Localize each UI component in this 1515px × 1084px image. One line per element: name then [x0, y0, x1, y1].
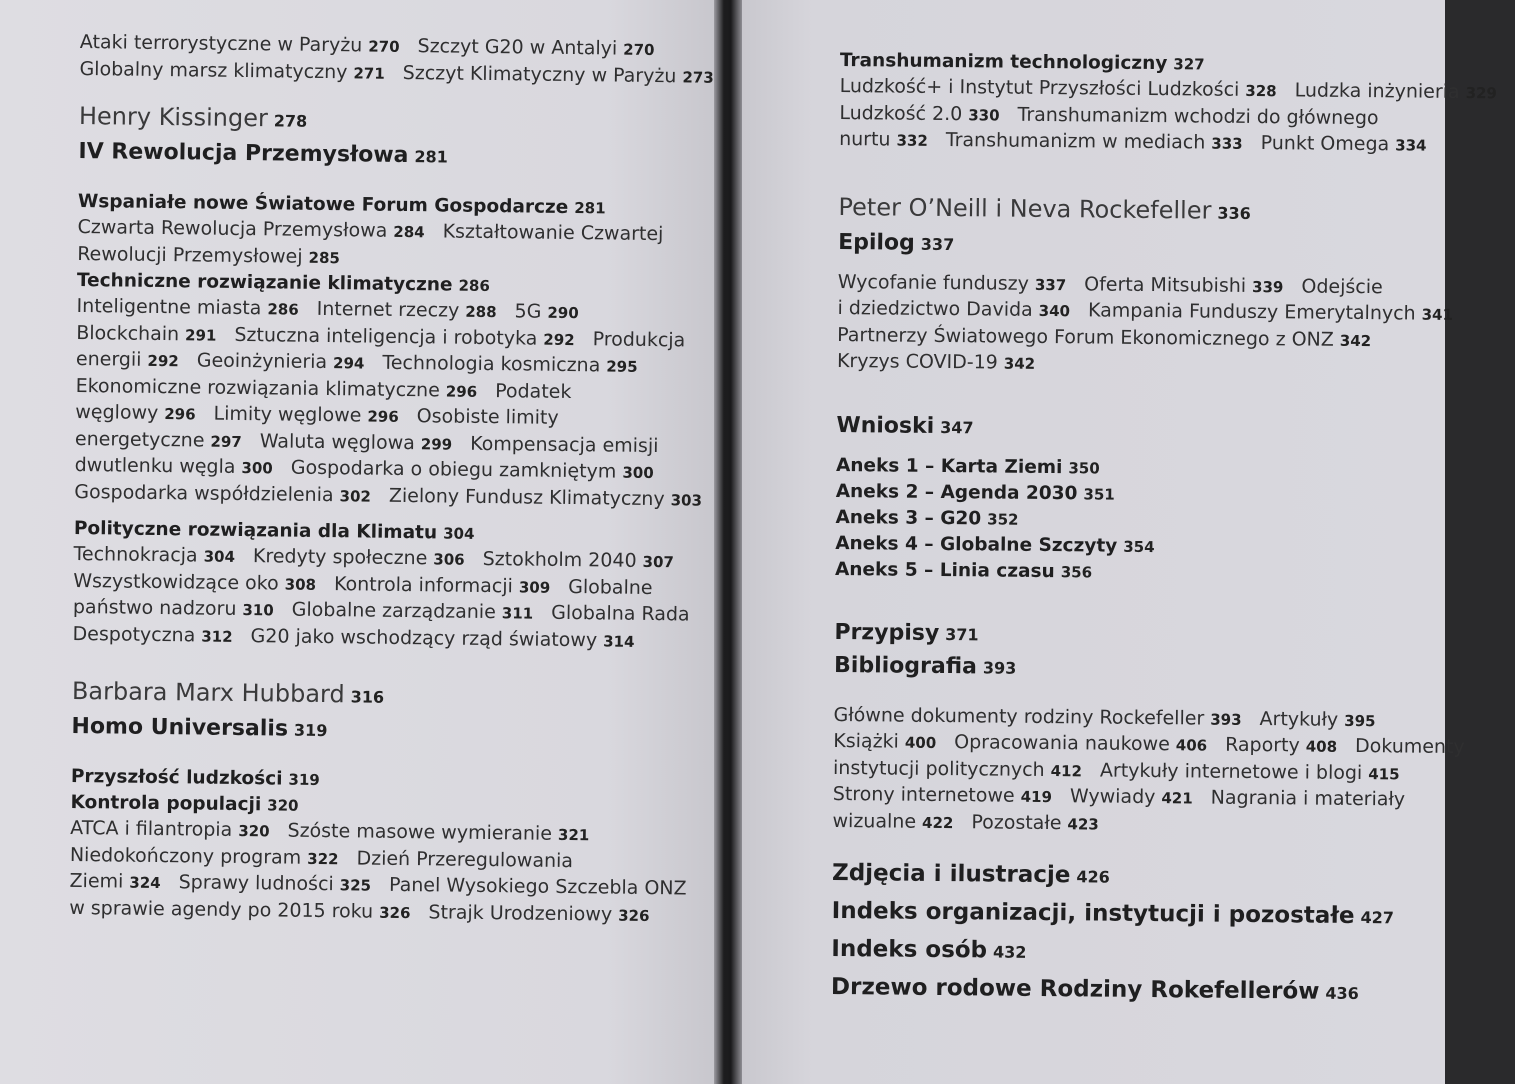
- toc-entry: [839, 128, 928, 151]
- toc-entry-title: Gospodarka o obiegu zamkniętym: [290, 456, 617, 483]
- toc-entry-page: 334: [1395, 136, 1427, 155]
- toc-entry: [514, 300, 578, 323]
- toc-entry-page: 312: [201, 627, 233, 646]
- toc-entry: [69, 870, 160, 893]
- trans-lines: [839, 74, 1498, 159]
- toc-entry-page: 296: [164, 405, 196, 424]
- toc-entry-page: 270: [368, 37, 400, 56]
- toc-entry-title: Sztokholm 2040: [482, 547, 637, 572]
- toc-entry-page: 288: [465, 302, 497, 322]
- toc-entry-title: Partnerzy Światowego Forum Ekonomicznego z ONZ: [837, 323, 1334, 351]
- toc-entry-title: Dokumenty: [1354, 734, 1465, 759]
- toc-entry-page: 294: [333, 354, 365, 373]
- toc-entry: [69, 896, 410, 922]
- annex-item: Aneks 2 – Agenda 2030 351: [835, 480, 1115, 504]
- toc-entry-title: Szóste masowe wymieranie: [287, 819, 553, 845]
- toc-entry: [946, 129, 1243, 154]
- heading-zdjecia: Zdjęcia i ilustracje 426: [831, 859, 1110, 889]
- toc-entry: [77, 216, 424, 242]
- toc-entry: [1088, 299, 1453, 325]
- toc-entry: [389, 874, 687, 900]
- toc-entry: [287, 820, 589, 846]
- toc-entry: [70, 817, 270, 841]
- toc-entry-title: Despotyczna: [72, 622, 196, 646]
- toc-entry-page: 311: [501, 604, 534, 623]
- toc-entry-page: 291: [185, 325, 217, 345]
- toc-entry-page: 296: [367, 407, 399, 426]
- toc-entry-title: Punkt Omega: [1260, 132, 1390, 156]
- toc-entry-title: Książki: [833, 729, 899, 753]
- toc-entry: [428, 901, 649, 926]
- toc-entry: [76, 295, 298, 320]
- toc-entry-title: instytucji politycznych: [832, 756, 1045, 781]
- toc-entry-page: 314: [603, 631, 635, 651]
- toc-entry-title: Panel Wysokiego Szczebla ONZ: [388, 873, 687, 900]
- toc-entry-title: Internet rzeczy: [316, 297, 460, 322]
- toc-entry-page: 419: [1020, 787, 1053, 807]
- toc-entry: [382, 352, 637, 377]
- toc-entry-title: węglowy: [75, 400, 159, 424]
- toc-entry: [833, 783, 1052, 807]
- toc-entry-title: Strajk Urodzeniowy: [428, 900, 613, 926]
- heading-homo: Homo Universalis 319: [71, 713, 328, 742]
- toc-entry-title: Ziemi: [69, 869, 124, 893]
- heading-wnioski: Wnioski 347: [836, 412, 974, 439]
- toc-entry-title: Kompensacja emisji: [470, 432, 659, 457]
- toc-entry-page: 310: [242, 601, 274, 620]
- toc-entry: [1261, 132, 1427, 156]
- toc-entry-page: 286: [267, 300, 299, 319]
- toc-entry-title: i dziedzictwo Davida: [837, 296, 1033, 321]
- toc-entry: [1211, 787, 1406, 811]
- toc-entry-page: 320: [238, 821, 270, 841]
- toc-entry: [291, 457, 654, 483]
- toc-entry-title: Szczyt Klimatyczny w Paryżu: [402, 61, 677, 87]
- toc-entry-title: energetyczne: [74, 427, 205, 452]
- toc-entry-page: 406: [1175, 736, 1208, 755]
- toc-entry: [75, 401, 196, 424]
- toc-entry-title: Kryzys COVID-19: [836, 349, 998, 374]
- toc-entry: [76, 321, 216, 345]
- toc-entry-title: ATCA i filantropia: [70, 816, 233, 841]
- toc-entry-title: Niedokończony program: [69, 843, 302, 869]
- toc-entry-page: 341: [1421, 305, 1454, 324]
- toc-entry: [250, 625, 634, 652]
- toc-entry: [838, 270, 1067, 294]
- toc-entry: [417, 405, 559, 429]
- toc-entry: [197, 349, 365, 373]
- toc-entry: [70, 843, 339, 868]
- toc-entry-title: Globalne zarządzanie: [291, 598, 496, 624]
- heading-oneill: Peter O’Neill i Neva Rockefeller 336: [838, 192, 1251, 225]
- toc-entry-title: Kampania Funduszy Emerytalnych: [1087, 299, 1416, 325]
- toc-entry-title: Pozostałe: [971, 810, 1062, 834]
- heading-future: Przyszłość ludzkości 319: [70, 765, 320, 790]
- toc-entry: [292, 599, 534, 624]
- toc-entry-title: Artykuły: [1259, 707, 1339, 731]
- toc-entry-page: 297: [210, 432, 242, 451]
- toc-entry-page: 395: [1344, 711, 1376, 730]
- heading-indeks-osob: Indeks osób 432: [831, 935, 1027, 964]
- toc-entry-page: 342: [1003, 354, 1036, 373]
- toc-entry-page: 296: [445, 381, 478, 401]
- toc-entry: [403, 61, 714, 87]
- toc-entry-title: Kształtowanie Czwartej: [442, 220, 664, 246]
- toc-entry-page: 300: [622, 463, 654, 483]
- toc-entry-page: 421: [1161, 789, 1193, 808]
- toc-entry-page: 340: [1038, 301, 1071, 321]
- polit-lines: [72, 542, 690, 655]
- toc-entry-page: 322: [307, 849, 339, 868]
- toc-entry: [833, 703, 1241, 729]
- biblio-lines: [832, 702, 1465, 840]
- annex-item: Aneks 3 – G20 352: [835, 506, 1019, 529]
- toc-entry-title: Globalny marsz klimatyczny: [79, 57, 348, 83]
- toc-entry-page: 339: [1252, 277, 1284, 296]
- toc-entry: [73, 543, 235, 567]
- epilog-lines: [836, 269, 1454, 381]
- toc-entry-page: 307: [642, 552, 675, 572]
- forum-lines: [77, 215, 678, 275]
- toc-entry: [971, 811, 1099, 834]
- toc-entry-title: Waluta węglowa: [259, 429, 415, 454]
- left-toc-column: [69, 30, 714, 929]
- toc-entry-page: 422: [921, 813, 954, 832]
- toc-entry: [1017, 103, 1378, 128]
- annex-item: Aneks 4 – Globalne Szczyty 354: [835, 532, 1155, 557]
- toc-entry: [1260, 708, 1376, 731]
- toc-entry-page: 299: [420, 434, 453, 454]
- toc-entry: [1084, 273, 1283, 297]
- toc-entry: [253, 545, 465, 570]
- toc-entry: [1100, 759, 1400, 784]
- toc-entry-page: 325: [339, 876, 372, 895]
- toc-entry-title: 5G: [514, 300, 542, 323]
- toc-entry-title: Zielony Fundusz Klimatyczny: [388, 484, 665, 510]
- toc-entry-title: Gospodarka współdzielenia: [74, 480, 334, 506]
- toc-entry-title: Wszystkowidzące oko: [73, 569, 279, 594]
- heading-tech: Techniczne rozwiązanie klimatyczne 286: [76, 269, 490, 296]
- toc-entry-title: Szczyt G20 w Antalyi: [417, 35, 618, 60]
- heading-trans: Transhumanizm technologiczny 327: [839, 49, 1205, 75]
- toc-entry-title: G20 jako wschodzący rząd światowy: [250, 624, 598, 651]
- toc-entry: [179, 871, 372, 895]
- final-sections: [831, 855, 1432, 1013]
- toc-entry-page: 408: [1305, 737, 1338, 756]
- toc-entry: [73, 569, 316, 594]
- toc-entry-title: Czwarta Rewolucja Przemysłowa: [77, 215, 388, 242]
- toc-entry-title: w sprawie agendy po 2015 roku: [69, 896, 374, 923]
- toc-entry: [1355, 735, 1465, 758]
- toc-entry-title: Wycofanie funduszy: [837, 270, 1030, 295]
- book-gutter: [714, 0, 742, 1084]
- toc-entry-title: Transhumanizm w mediach: [945, 129, 1206, 154]
- toc-entry-title: Główne dokumenty rodziny Rockefeller: [833, 703, 1205, 730]
- intro-lines: [79, 30, 714, 90]
- toc-entry-title: Limity węglowe: [213, 402, 362, 427]
- heading-pop: Kontrola populacji 320: [70, 791, 299, 816]
- toc-entry-page: 333: [1211, 134, 1243, 153]
- toc-entry-page: 342: [1339, 331, 1372, 350]
- toc-entry-title: Osobiste limity: [416, 405, 559, 429]
- toc-entry: [417, 35, 654, 60]
- toc-entry-page: 302: [339, 486, 372, 506]
- heading-drzewo: Drzewo rodowe Rodziny Rokefellerów 436: [830, 973, 1359, 1005]
- toc-entry-page: 412: [1050, 761, 1083, 780]
- toc-entry-title: Rewolucji Przemysłowej: [77, 242, 303, 268]
- toc-entry-title: Kontrola informacji: [333, 572, 514, 597]
- toc-entry-title: Ludzka inżynieria: [1294, 79, 1460, 103]
- tech-lines: [74, 294, 703, 513]
- heading-polit: Polityczne rozwiązania dla Klimatu 304: [73, 517, 475, 544]
- toc-entry-title: wizualne: [832, 809, 917, 833]
- toc-entry-title: dwutlenku węgla: [74, 453, 236, 478]
- toc-entry: [76, 348, 179, 371]
- toc-entry-title: Technokracja: [73, 542, 198, 567]
- toc-entry: [334, 573, 550, 598]
- toc-entry-title: Ludzkość+ i Instytut Przyszłości Ludzkości: [839, 74, 1240, 101]
- heading-indeks-org: Indeks organizacji, instytucji i pozostałe 427: [831, 897, 1395, 929]
- toc-entry-page: 321: [557, 825, 590, 845]
- toc-entry: [72, 622, 232, 646]
- toc-entry: [1225, 734, 1337, 757]
- toc-entry-page: 273: [682, 67, 714, 87]
- toc-entry-title: nurtu: [839, 127, 891, 151]
- toc-entry-page: 306: [433, 550, 465, 569]
- heading-biblio: Bibliografia 393: [833, 652, 1017, 679]
- toc-entry: [77, 242, 340, 267]
- toc-entry: [833, 756, 1082, 780]
- toc-entry-title: Geoinżynieria: [196, 349, 328, 374]
- toc-entry-page: 292: [147, 351, 179, 371]
- annex-list: [835, 452, 1436, 588]
- toc-entry-page: 300: [241, 459, 273, 478]
- heading-epilog: Epilog 337: [838, 229, 955, 256]
- annex-item: Aneks 1 – Karta Ziemi 350: [835, 454, 1100, 478]
- toc-entry-page: 324: [129, 873, 161, 893]
- toc-entry-title: Transhumanizm wchodzi do głównego: [1017, 103, 1379, 129]
- toc-entry-page: 292: [543, 330, 575, 349]
- toc-entry-page: 393: [1210, 710, 1242, 729]
- toc-entry-page: 337: [1034, 275, 1067, 294]
- toc-entry: [389, 484, 702, 510]
- pop-lines: [69, 816, 687, 929]
- toc-entry-title: Technologia kosmiczna: [382, 351, 601, 377]
- toc-entry-title: Oferta Mitsubishi: [1084, 272, 1247, 297]
- toc-entry-title: Wywiady: [1069, 785, 1156, 809]
- toc-entry-title: energii: [75, 347, 142, 371]
- toc-entry-title: Kredyty społeczne: [252, 545, 428, 570]
- toc-entry-title: Produkcja: [592, 327, 686, 351]
- toc-entry-title: Inteligentne miasta: [76, 294, 262, 320]
- toc-entry: [75, 427, 242, 451]
- toc-entry: [80, 31, 400, 57]
- toc-entry-page: 290: [547, 303, 579, 323]
- toc-entry-title: Ataki terrorystyczne w Paryżu: [79, 30, 363, 57]
- toc-entry: [213, 403, 398, 427]
- toc-entry: [837, 297, 1070, 321]
- toc-entry-page: 295: [606, 357, 638, 376]
- heading-przypisy: Przypisy 371: [834, 619, 979, 646]
- toc-entry: [356, 847, 573, 872]
- toc-entry-page: 330: [968, 105, 1000, 125]
- toc-entry-title: Globalna Rada: [551, 601, 690, 626]
- toc-entry: [74, 480, 371, 506]
- toc-entry: [73, 596, 274, 620]
- toc-entry-title: Opracowania naukowe: [954, 731, 1170, 756]
- toc-entry-title: Odejście: [1301, 274, 1383, 298]
- toc-entry: [1301, 275, 1383, 298]
- toc-entry-title: państwo nadzoru: [72, 595, 237, 620]
- toc-entry-page: 304: [203, 547, 236, 566]
- toc-entry: [483, 548, 675, 572]
- toc-entry-title: Blockchain: [76, 321, 180, 345]
- toc-entry: [495, 380, 572, 403]
- toc-entry: [840, 75, 1277, 101]
- right-page: [742, 0, 1498, 1084]
- heading-forum: Wspaniałe nowe Światowe Forum Gospodarcze 281: [77, 190, 606, 218]
- toc-entry-title: Podatek: [495, 379, 572, 403]
- heading-kissinger: Henry Kissinger 278: [78, 101, 308, 133]
- toc-entry-title: Nagrania i materiały: [1210, 786, 1406, 811]
- toc-entry: [470, 432, 659, 456]
- heading-rev4: IV Rewolucja Przemysłowa 281: [78, 138, 448, 169]
- toc-entry: [75, 454, 273, 478]
- toc-entry-page: 284: [393, 222, 425, 242]
- toc-entry-page: 415: [1368, 764, 1400, 783]
- heading-hubbard: Barbara Marx Hubbard 316: [71, 676, 385, 709]
- toc-entry-page: 329: [1465, 84, 1498, 103]
- toc-entry-title: Globalne: [568, 575, 653, 599]
- toc-entry-title: Ekonomiczne rozwiązania klimatyczne: [75, 374, 440, 401]
- toc-entry-title: Sztuczna inteligencja i robotyka: [234, 323, 538, 350]
- toc-entry-page: 285: [308, 248, 341, 267]
- toc-entry-page: 326: [379, 903, 411, 922]
- toc-entry: [234, 323, 574, 349]
- toc-entry: [551, 602, 690, 626]
- toc-entry: [79, 57, 384, 83]
- toc-entry: [76, 374, 478, 401]
- toc-entry: [443, 220, 664, 245]
- toc-entry-page: 309: [518, 577, 551, 597]
- toc-entry: [833, 730, 936, 753]
- toc-entry-page: 423: [1067, 814, 1099, 834]
- toc-entry: [832, 809, 953, 832]
- toc-entry-page: 270: [623, 40, 655, 60]
- toc-entry-title: Raporty: [1225, 733, 1300, 757]
- toc-entry-page: 332: [896, 131, 928, 150]
- toc-entry-title: Sprawy ludności: [178, 871, 334, 896]
- toc-entry-title: Ludzkość 2.0: [839, 101, 963, 125]
- toc-entry-page: 271: [353, 63, 385, 83]
- toc-entry: [1070, 785, 1193, 808]
- right-toc-column: [830, 48, 1498, 1013]
- toc-entry: [837, 350, 1035, 374]
- toc-entry: [568, 576, 653, 599]
- toc-entry-title: Dzień Przeregulowania: [356, 846, 574, 872]
- left-page: [0, 0, 714, 1084]
- toc-entry-title: Artykuły internetowe i blogi: [1099, 759, 1363, 784]
- annex-item: Aneks 5 – Linia czasu 356: [834, 558, 1093, 582]
- toc-entry-page: 328: [1245, 81, 1277, 101]
- toc-entry-title: Strony internetowe: [832, 782, 1015, 807]
- toc-entry: [260, 430, 453, 454]
- toc-entry-page: 400: [904, 733, 937, 752]
- toc-entry: [839, 101, 999, 125]
- toc-entry: [593, 328, 686, 351]
- toc-entry: [317, 298, 497, 322]
- toc-entry-page: 303: [670, 490, 703, 510]
- toc-entry-page: 326: [618, 906, 650, 925]
- toc-entry: [1295, 79, 1497, 103]
- toc-entry: [837, 323, 1371, 350]
- toc-entry: [954, 731, 1207, 755]
- toc-entry-page: 308: [284, 575, 317, 594]
